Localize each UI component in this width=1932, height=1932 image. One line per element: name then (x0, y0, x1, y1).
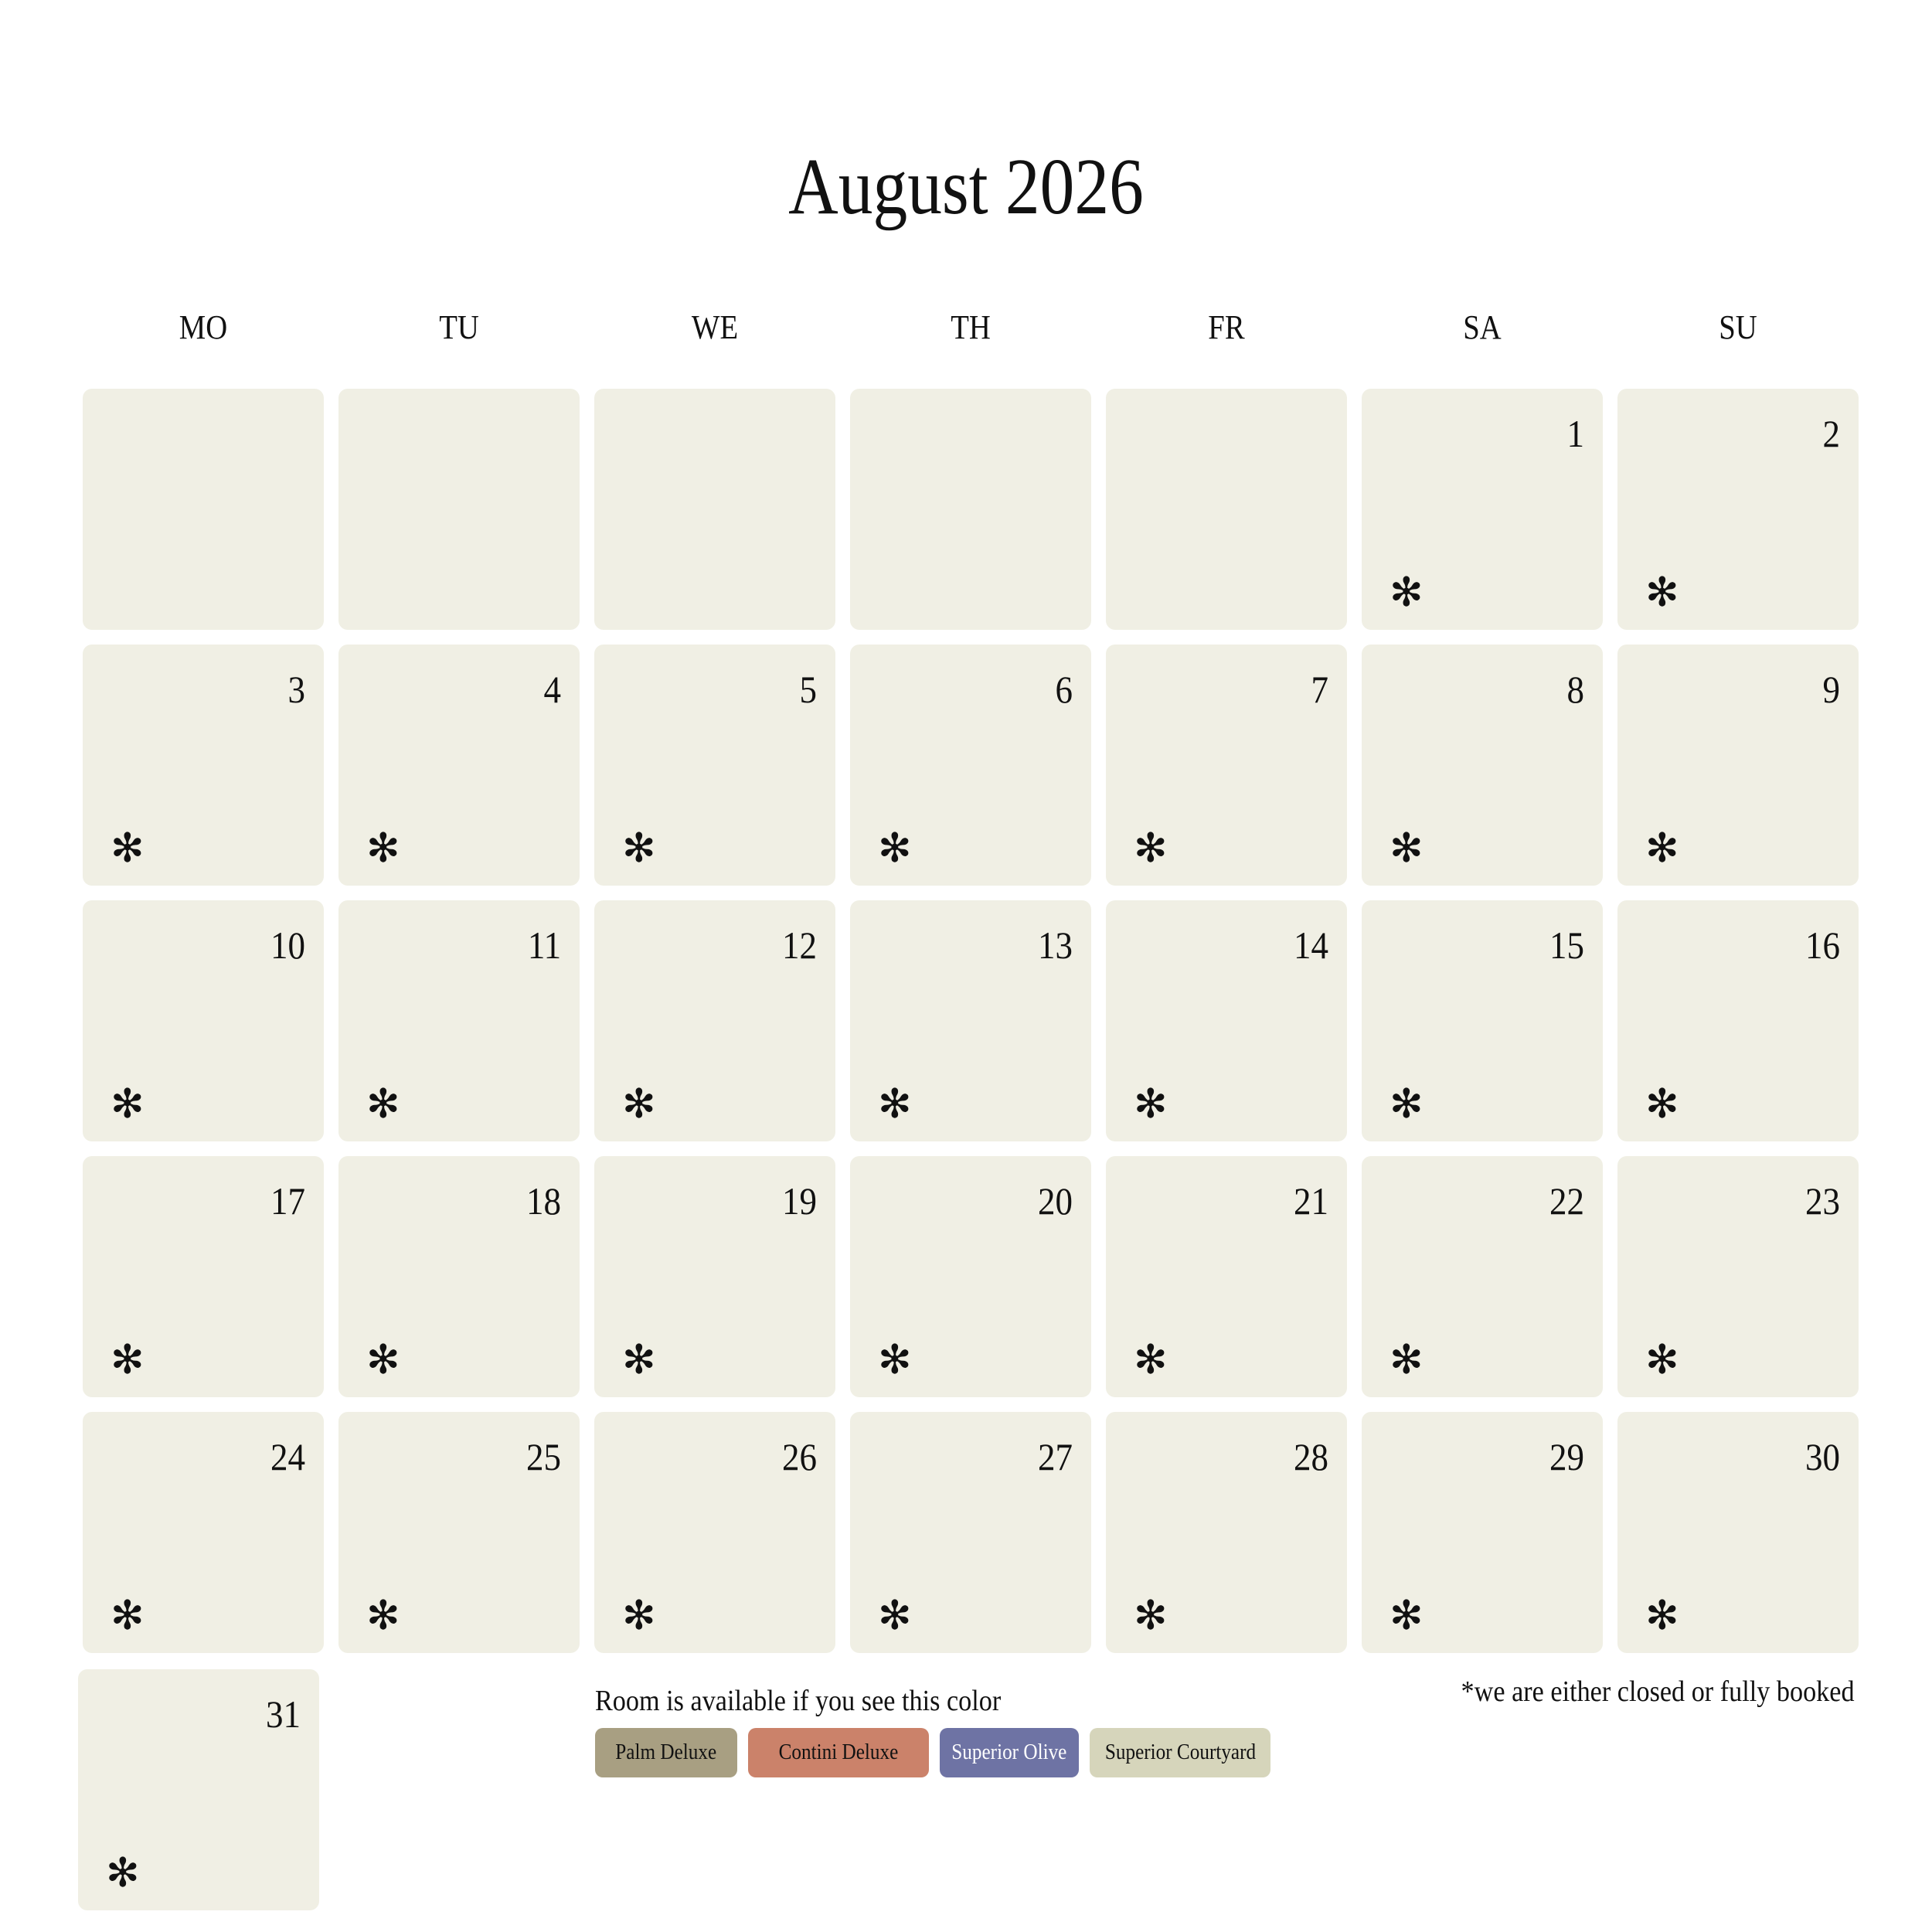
closed-asterisk-icon: ✻ (1645, 1337, 1679, 1383)
day-number: 7 (1311, 668, 1328, 711)
day-cell-3[interactable] (83, 645, 324, 886)
day-number: 26 (782, 1435, 817, 1478)
closed-asterisk-icon: ✻ (111, 1337, 145, 1383)
closed-asterisk-icon: ✻ (111, 1593, 145, 1639)
day-cell-22[interactable] (1362, 1156, 1603, 1397)
closed-asterisk-icon: ✻ (1645, 825, 1679, 872)
day-cell-30[interactable] (1617, 1412, 1859, 1653)
day-number: 12 (782, 923, 817, 967)
day-number: 5 (799, 668, 817, 711)
legend-chip-label: Palm Deluxe (615, 1740, 717, 1764)
closed-asterisk-icon: ✻ (1389, 825, 1423, 872)
day-number: 11 (527, 923, 561, 967)
day-cell-9[interactable] (1617, 645, 1859, 886)
day-cell-20[interactable] (850, 1156, 1091, 1397)
closed-asterisk-icon: ✻ (622, 1081, 656, 1128)
day-cell-11[interactable] (338, 900, 580, 1141)
closed-asterisk-icon: ✻ (1389, 1337, 1423, 1383)
weekday-sunday: SU (1719, 308, 1757, 346)
day-cell-10[interactable] (83, 900, 324, 1141)
legend-title: Room is available if you see this color (595, 1685, 1002, 1717)
day-cell-15[interactable] (1362, 900, 1603, 1141)
closed-asterisk-icon: ✻ (878, 1337, 912, 1383)
closed-asterisk-icon: ✻ (366, 1337, 400, 1383)
day-number: 8 (1566, 668, 1584, 711)
day-cell-28[interactable] (1106, 1412, 1347, 1653)
day-cell-1[interactable] (1362, 389, 1603, 630)
day-number: 1 (1566, 412, 1584, 455)
closed-asterisk-icon: ✻ (366, 1081, 400, 1128)
closed-asterisk-icon: ✻ (1389, 1593, 1423, 1639)
day-number: 2 (1822, 412, 1840, 455)
day-number: 10 (270, 923, 305, 967)
closed-asterisk-icon: ✻ (622, 1337, 656, 1383)
day-number: 9 (1822, 668, 1840, 711)
closed-asterisk-icon: ✻ (1645, 1593, 1679, 1639)
day-cell-18[interactable] (338, 1156, 580, 1397)
day-cell-27[interactable] (850, 1412, 1091, 1653)
day-number: 15 (1549, 923, 1584, 967)
day-cell-23[interactable] (1617, 1156, 1859, 1397)
day-number: 16 (1805, 923, 1840, 967)
closed-asterisk-icon: ✻ (1389, 1081, 1423, 1128)
day-number: 29 (1549, 1435, 1584, 1478)
legend-chip-label: Superior Courtyard (1104, 1740, 1256, 1764)
day-cell-17[interactable] (83, 1156, 324, 1397)
legend-chip-label: Contini Deluxe (778, 1740, 899, 1764)
closed-asterisk-icon: ✻ (111, 825, 145, 872)
closed-footnote: *we are either closed or fully booked (1461, 1675, 1855, 1708)
day-number: 21 (1294, 1179, 1328, 1223)
day-cell-2[interactable] (1617, 389, 1859, 630)
day-cell-29[interactable] (1362, 1412, 1603, 1653)
day-cell-19[interactable] (594, 1156, 835, 1397)
day-number: 3 (287, 668, 305, 711)
weekday-tuesday: TU (439, 308, 479, 346)
closed-asterisk-icon: ✻ (1134, 1337, 1168, 1383)
legend-chip-superior-olive (940, 1728, 1079, 1777)
empty-day-cell (594, 389, 835, 630)
day-cell-6[interactable] (850, 645, 1091, 886)
day-cell-12[interactable] (594, 900, 835, 1141)
legend-chip-palm-deluxe (595, 1728, 737, 1777)
day-cell-8[interactable] (1362, 645, 1603, 886)
closed-asterisk-icon: ✻ (1645, 1081, 1679, 1128)
closed-asterisk-icon: ✻ (622, 825, 656, 872)
empty-day-cell (1106, 389, 1347, 630)
day-number: 30 (1805, 1435, 1840, 1478)
day-number: 13 (1038, 923, 1073, 967)
legend-chip-superior-courtyard (1090, 1728, 1270, 1777)
closed-asterisk-icon: ✻ (1134, 825, 1168, 872)
legend-chip-contini-deluxe (748, 1728, 929, 1777)
day-cell-14[interactable] (1106, 900, 1347, 1141)
day-number: 31 (266, 1692, 301, 1736)
day-cell-5[interactable] (594, 645, 835, 886)
day-number: 20 (1038, 1179, 1073, 1223)
closed-asterisk-icon: ✻ (1134, 1593, 1168, 1639)
weekday-monday: MO (179, 308, 228, 346)
closed-asterisk-icon: ✻ (106, 1850, 140, 1896)
closed-asterisk-icon: ✻ (622, 1593, 656, 1639)
day-cell-7[interactable] (1106, 645, 1347, 886)
day-cell-31[interactable] (78, 1669, 319, 1910)
day-number: 27 (1038, 1435, 1073, 1478)
day-number: 6 (1055, 668, 1073, 711)
closed-asterisk-icon: ✻ (366, 825, 400, 872)
empty-day-cell (338, 389, 580, 630)
closed-asterisk-icon: ✻ (878, 1593, 912, 1639)
day-number: 4 (543, 668, 561, 711)
weekday-friday: FR (1208, 308, 1245, 346)
day-number: 28 (1294, 1435, 1328, 1478)
empty-day-cell (850, 389, 1091, 630)
closed-asterisk-icon: ✻ (1389, 570, 1423, 616)
day-number: 19 (782, 1179, 817, 1223)
closed-asterisk-icon: ✻ (111, 1081, 145, 1128)
closed-asterisk-icon: ✻ (878, 1081, 912, 1128)
day-cell-25[interactable] (338, 1412, 580, 1653)
legend-chip-label: Superior Olive (951, 1740, 1067, 1764)
day-number: 25 (526, 1435, 561, 1478)
day-number: 22 (1549, 1179, 1584, 1223)
day-number: 18 (526, 1179, 561, 1223)
day-number: 24 (270, 1435, 305, 1478)
weekday-thursday: TH (951, 308, 991, 346)
day-cell-16[interactable] (1617, 900, 1859, 1141)
day-cell-4[interactable] (338, 645, 580, 886)
day-number: 23 (1805, 1179, 1840, 1223)
weekday-saturday: SA (1463, 308, 1502, 346)
closed-asterisk-icon: ✻ (1134, 1081, 1168, 1128)
day-cell-13[interactable] (850, 900, 1091, 1141)
day-number: 14 (1294, 923, 1328, 967)
day-cell-24[interactable] (83, 1412, 324, 1653)
month-title: August 2026 (788, 142, 1144, 231)
closed-asterisk-icon: ✻ (366, 1593, 400, 1639)
day-cell-21[interactable] (1106, 1156, 1347, 1397)
closed-asterisk-icon: ✻ (1645, 570, 1679, 616)
day-cell-26[interactable] (594, 1412, 835, 1653)
weekday-wednesday: WE (691, 308, 739, 346)
closed-asterisk-icon: ✻ (878, 825, 912, 872)
day-number: 17 (270, 1179, 305, 1223)
weekday-header-row (83, 306, 1860, 349)
empty-day-cell (83, 389, 324, 630)
